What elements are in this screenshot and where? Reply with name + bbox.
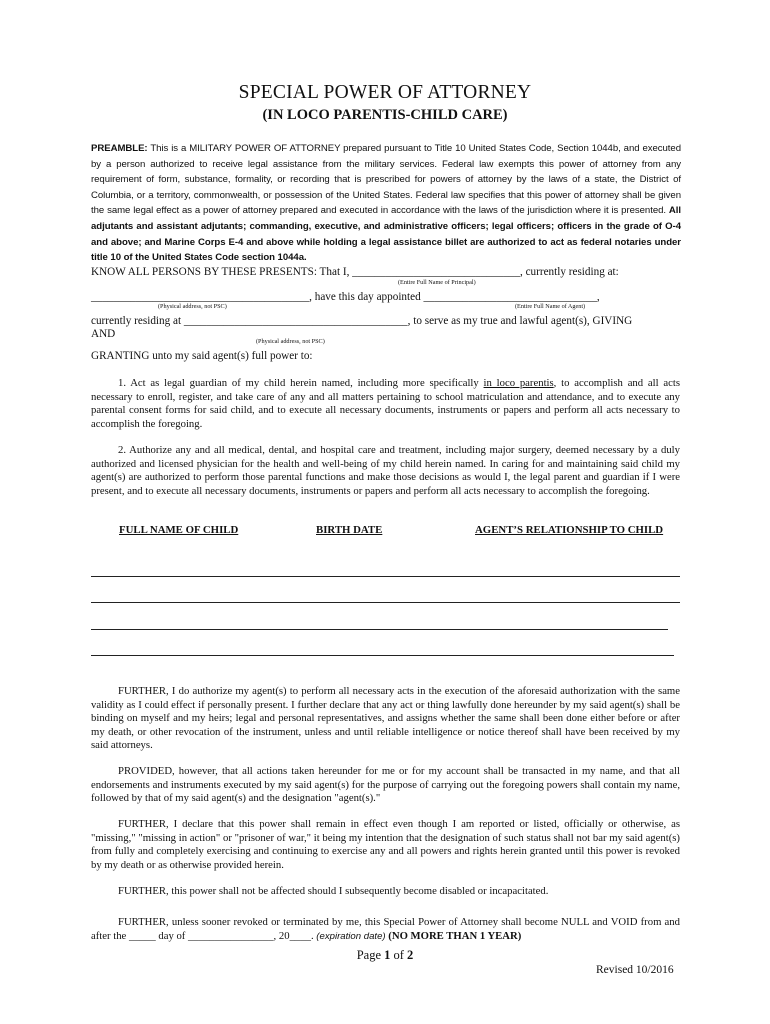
header-birth-date: BIRTH DATE bbox=[316, 524, 383, 536]
appointed-comma: , bbox=[596, 291, 600, 303]
child-entry-line[interactable] bbox=[91, 655, 674, 656]
appointed-line bbox=[91, 291, 600, 303]
expiration-date-label: (expiration date) bbox=[316, 930, 386, 942]
further-missing-paragraph: FURTHER, I declare that this power shall remain in effect even though I am reported or listed, officially or otherwise, as "missing," "missing in action" or "prisoner of war," it being my intention that the designation of such status shall not bar my said agent(s) from fully and completely exercising and continuing to exercise any and all powers and rights herein granted until this power is revoked by my death or as otherwise provided herein. bbox=[91, 818, 680, 871]
item-1-paragraph bbox=[91, 377, 680, 431]
agent-name-blank[interactable]: _______________________________ bbox=[423, 291, 597, 303]
page-of: of bbox=[390, 948, 408, 962]
document-title: SPECIAL POWER OF ATTORNEY bbox=[238, 82, 532, 103]
further-authorize-paragraph: FURTHER, I do authorize my agent(s) to perform all necessary acts in the execution of the aforesaid authorization with the same validity as I could effect if personally present. I further declare that any act or thing lawfully done hereunder by my said agent(s) shall be binding on myself and my heirs; legal and personal representatives, and assigns whether the same shall been done either before or after my death, or other revocation of the instrument, unless and until reliable intelligence or notice thereof shall have been received by my said attorneys. bbox=[91, 685, 680, 752]
provided-paragraph: PROVIDED, however, that all actions taken hereunder for me or for my account shall be transacted in my name, and that all endorsements and instruments executed by my said agent(s) for the purpose of carrying out the foregoing powers shall contain my name, followed by that of my said agent(s) and the designation "agent(s)." bbox=[91, 765, 680, 805]
principal-address-blank[interactable]: _______________________________________ bbox=[91, 291, 310, 303]
page-number bbox=[0, 948, 770, 963]
residing-line bbox=[91, 315, 632, 327]
agent-address-blank[interactable]: ________________________________________ bbox=[183, 315, 408, 327]
agent-name-caption: (Entire Full Name of Agent) bbox=[515, 303, 586, 310]
child-entry-line[interactable] bbox=[91, 602, 680, 603]
child-entry-line[interactable] bbox=[91, 629, 668, 630]
and-text: AND bbox=[91, 328, 116, 340]
preamble-paragraph bbox=[91, 141, 681, 266]
preamble-text: This is a MILITARY POWER OF ATTORNEY prepared pursuant to Title 10 United States Code, Section 1044b, and executed by a person authorized to receive legal assistance from the military services. Federal law exempts this power of attorney from any requirement of form, substance, formality, or recording that is prescribed for powers of attorney by the laws of a state, the District of Columbia, or a territory, commonwealth, or possession of the United States. Federal law specifies that this power of attorney shall be given the same legal effect as a power of attorney prepared and executed in accordance with the laws of the jurisdiction where it is presented. bbox=[91, 143, 681, 217]
principal-name-blank[interactable]: ______________________________ bbox=[352, 266, 520, 278]
residing-prefix: currently residing at bbox=[91, 315, 184, 327]
principal-name-caption: (Entire Full Name of Principal) bbox=[398, 279, 476, 286]
preamble-label: PREAMBLE: bbox=[91, 143, 148, 154]
header-full-name-of-child: FULL NAME OF CHILD bbox=[119, 524, 239, 536]
know-all-line bbox=[91, 266, 619, 278]
item-1-after: , to accomplish and all acts necessary to enroll, register, and take care of any and all matters pertaining to school matriculation and attendance, and to execute any parental consent forms for said child, and to execute all necessary documents, instruments or papers and perform all acts necessary to accomplish the foregoing. bbox=[91, 377, 680, 430]
item-2-paragraph: 2. Authorize any and all medical, dental, and hospital care and treatment, including major surgery, deemed necessary by a duly authorized and licensed physician for the health and well-being of my child herein named. In caring for and maintaining said child my agent(s) are authorized to perform those parental functions and make those decisions as would I, the legal parent and guardian if I were present, and to execute all necessary documents, instruments or papers and perform all acts necessary to accomplish the foregoing. bbox=[91, 444, 680, 497]
further-expiration-paragraph bbox=[91, 916, 680, 943]
residing-suffix: , to serve as my true and lawful agent(s), GIVING bbox=[407, 315, 633, 327]
document-subtitle: (IN LOCO PARENTIS-CHILD CARE) bbox=[262, 107, 508, 123]
page-prefix: Page bbox=[356, 948, 385, 962]
header-agent-relationship: AGENT’S RELATIONSHIP TO CHILD bbox=[475, 524, 664, 536]
principal-address-caption: (Physical address, not PSC) bbox=[158, 303, 227, 310]
item-1-before: 1. Act as legal guardian of my child herein named, including more specifically bbox=[118, 377, 484, 389]
expiration-limit: (NO MORE THAN 1 YEAR) bbox=[385, 929, 522, 942]
further-disabled-paragraph: FURTHER, this power shall not be affected should I subsequently become disabled or incapacitated. bbox=[118, 885, 549, 897]
know-all-prefix: KNOW ALL PERSONS BY THESE PRESENTS: That I, bbox=[91, 266, 353, 278]
revision-date: Revised 10/2016 bbox=[596, 964, 674, 976]
page-current: 1 bbox=[384, 948, 391, 962]
expiration-text: FURTHER, unless sooner revoked or terminated by me, this Special Power of Attorney shall become NULL and VOID from and after the _____ day of ________________, 20____. bbox=[91, 916, 680, 942]
item-1-in-loco-parentis: in loco parentis bbox=[483, 377, 554, 389]
child-entry-line[interactable] bbox=[91, 576, 680, 577]
granting-text: GRANTING unto my said agent(s) full power to: bbox=[91, 350, 313, 362]
agent-address-caption: (Physical address, not PSC) bbox=[256, 338, 325, 345]
page-total: 2 bbox=[407, 948, 414, 962]
preamble-bold-text: All adjutants and assistant adjutants; commanding, executive, and administrative officers; legal officers; officers in the grade of O-4 and above; and Marine Corps E-4 and above while holding a legal assistance billet are authorized to act as federal notaries under title 10 of the United States Code section 1044a. bbox=[91, 205, 681, 264]
appointed-text: , have this day appointed bbox=[309, 291, 424, 303]
know-all-suffix: , currently residing at: bbox=[519, 266, 619, 278]
